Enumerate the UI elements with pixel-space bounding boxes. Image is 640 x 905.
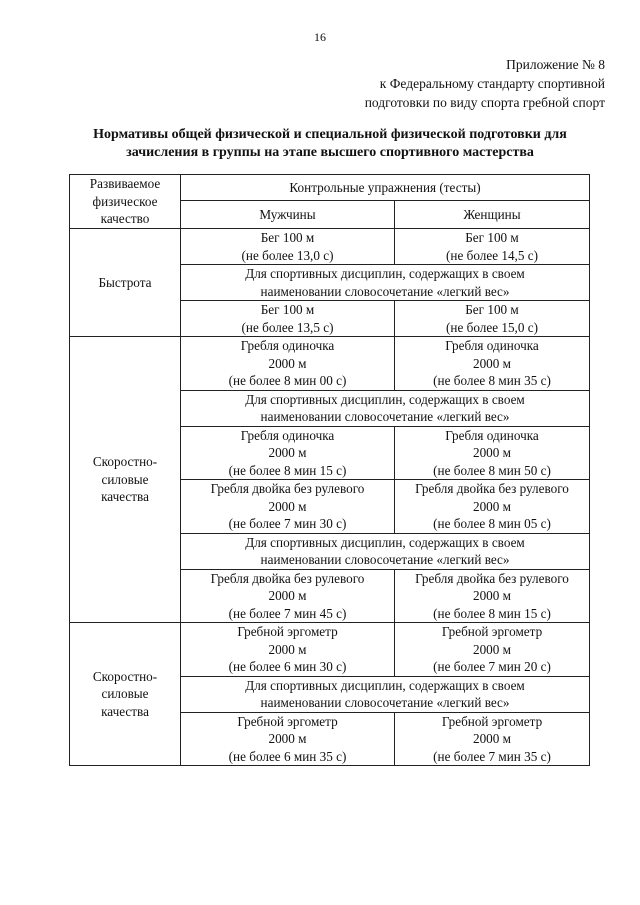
cell-text-line: (не более 13,0 с) (241, 247, 334, 263)
cell-text-line: Для спортивных дисциплин, содержащих в своем (245, 266, 525, 281)
cell-text-line: Гребной эргометр (237, 624, 338, 639)
cell-text-line: наименовании словосочетание «легкий вес» (260, 283, 510, 299)
cell-text-line: 2000 м (472, 588, 512, 603)
lightweight-note (181, 676, 590, 712)
cell-text-line: (не более 8 мин 35 с) (433, 373, 551, 388)
cell-text-line: Развиваемое (89, 176, 161, 192)
cell-text-line: (не более 7 мин 20 с) (433, 659, 551, 674)
cell-text-line: (не более 8 мин 15 с) (433, 605, 551, 621)
header-women: Женщины (395, 201, 590, 229)
women-cell (395, 480, 590, 534)
header-men: Мужчины (181, 201, 395, 229)
men-cell (181, 480, 395, 534)
cell-text-line: Гребной эргометр (441, 713, 543, 729)
cell-text-line: наименовании словосочетание «легкий вес» (260, 552, 510, 567)
table-row (70, 337, 590, 391)
cell-text-line: Гребля двойка без рулевого (415, 481, 569, 496)
cell-text-line: (не более 8 мин 00 с) (228, 373, 347, 388)
lightweight-note (181, 390, 590, 426)
document-title (70, 126, 590, 162)
cell-text-line: Быстрота (98, 274, 152, 290)
men-cell (181, 569, 395, 623)
men-cell (181, 712, 395, 766)
men-cell (181, 426, 395, 480)
cell-text-line: (не более 15,0 с) (446, 319, 538, 335)
women-cell (395, 301, 590, 337)
title-line: зачисления в группы на этапе высшего спортивного мастерства (126, 145, 534, 160)
appendix-line: к Федеральному стандарту спортивной (379, 76, 605, 91)
women-cell (395, 712, 590, 766)
page-number: 16 (314, 30, 326, 44)
cell-text-line: (не более 8 мин 50 с) (433, 462, 551, 478)
men-cell (181, 301, 395, 337)
cell-text-line: (не более 8 мин 05 с) (433, 516, 551, 531)
cell-text-line: (не более 7 мин 35 с) (433, 748, 551, 764)
cell-text-line: 2000 м (268, 588, 307, 603)
women-cell (395, 426, 590, 480)
table-row (70, 623, 590, 677)
header-quality (70, 175, 181, 229)
cell-text-line: Гребля одиночка (240, 427, 335, 443)
cell-text-line: Бег 100 м (465, 302, 519, 317)
cell-text-line: (не более 7 мин 30 с) (228, 516, 347, 531)
cell-text-line: Гребля одиночка (445, 427, 539, 443)
cell-text-line: 2000 м (472, 445, 512, 460)
cell-text-line: 2000 м (472, 731, 512, 746)
cell-text-line: наименовании словосочетание «легкий вес» (260, 409, 510, 424)
cell-text-line: Гребля двойка без рулевого (210, 570, 365, 586)
cell-text-line: (не более 6 мин 30 с) (228, 659, 347, 674)
men-cell (181, 229, 395, 265)
appendix-reference (365, 55, 605, 112)
women-cell (395, 229, 590, 265)
cell-text-line: Гребля одиночка (240, 338, 335, 353)
cell-text-line: 2000 м (472, 641, 512, 657)
cell-text-line: качества (101, 703, 149, 719)
cell-text-line: Бег 100 м (260, 230, 315, 245)
cell-text-line: (не более 13,5 с) (241, 319, 334, 335)
cell-text-line: 2000 м (268, 445, 307, 460)
cell-text-line: качества (101, 489, 149, 505)
cell-text-line: Для спортивных дисциплин, содержащих в своем (245, 677, 525, 693)
cell-text-line: силовые (101, 686, 149, 702)
women-cell (395, 569, 590, 623)
cell-text-line: 2000 м (268, 731, 307, 746)
men-cell (181, 337, 395, 391)
cell-text-line: качество (100, 211, 150, 227)
cell-text-line: 2000 м (268, 641, 307, 657)
quality-cell (70, 623, 181, 766)
cell-text-line: силовые (101, 471, 149, 487)
cell-text-line: (не более 8 мин 15 с) (228, 462, 347, 478)
cell-text-line: Для спортивных дисциплин, содержащих в своем (245, 391, 525, 407)
lightweight-note (181, 533, 590, 569)
women-cell (395, 623, 590, 677)
men-cell (181, 623, 395, 677)
cell-text-line: (не более 14,5 с) (446, 247, 538, 263)
lightweight-note (181, 265, 590, 301)
cell-text-line: Скоростно- (92, 668, 158, 684)
table-row (70, 229, 590, 265)
cell-text-line: Гребля двойка без рулевого (210, 481, 365, 496)
cell-text-line: Для спортивных дисциплин, содержащих в своем (245, 534, 525, 550)
appendix-line: подготовки по виду спорта гребной спорт (364, 95, 605, 110)
standards-table (69, 174, 590, 766)
cell-text-line: Гребля одиночка (445, 338, 539, 353)
cell-text-line: 2000 м (472, 498, 512, 514)
cell-text-line: 2000 м (268, 498, 307, 514)
cell-text-line: 2000 м (268, 355, 307, 371)
quality-cell (70, 229, 181, 337)
cell-text-line: (не более 6 мин 35 с) (228, 748, 347, 764)
women-cell (395, 337, 590, 391)
header-tests: Контрольные упражнения (тесты) (181, 175, 590, 201)
cell-text-line: Скоростно- (92, 454, 158, 470)
cell-text-line: Бег 100 м (465, 230, 519, 245)
cell-text-line: 2000 м (472, 355, 512, 371)
cell-text-line: Бег 100 м (260, 302, 315, 317)
cell-text-line: физическое (92, 193, 158, 209)
appendix-line: Приложение № 8 (506, 57, 605, 72)
cell-text-line: наименовании словосочетание «легкий вес» (260, 695, 510, 710)
cell-text-line: Гребля двойка без рулевого (415, 570, 569, 586)
title-line: Нормативы общей физической и специальной физической подготовки для (93, 127, 567, 142)
cell-text-line: Гребной эргометр (441, 624, 543, 639)
table-header-row (70, 175, 590, 201)
cell-text-line: Гребной эргометр (237, 713, 338, 729)
cell-text-line: (не более 7 мин 45 с) (228, 605, 347, 621)
quality-cell (70, 337, 181, 623)
